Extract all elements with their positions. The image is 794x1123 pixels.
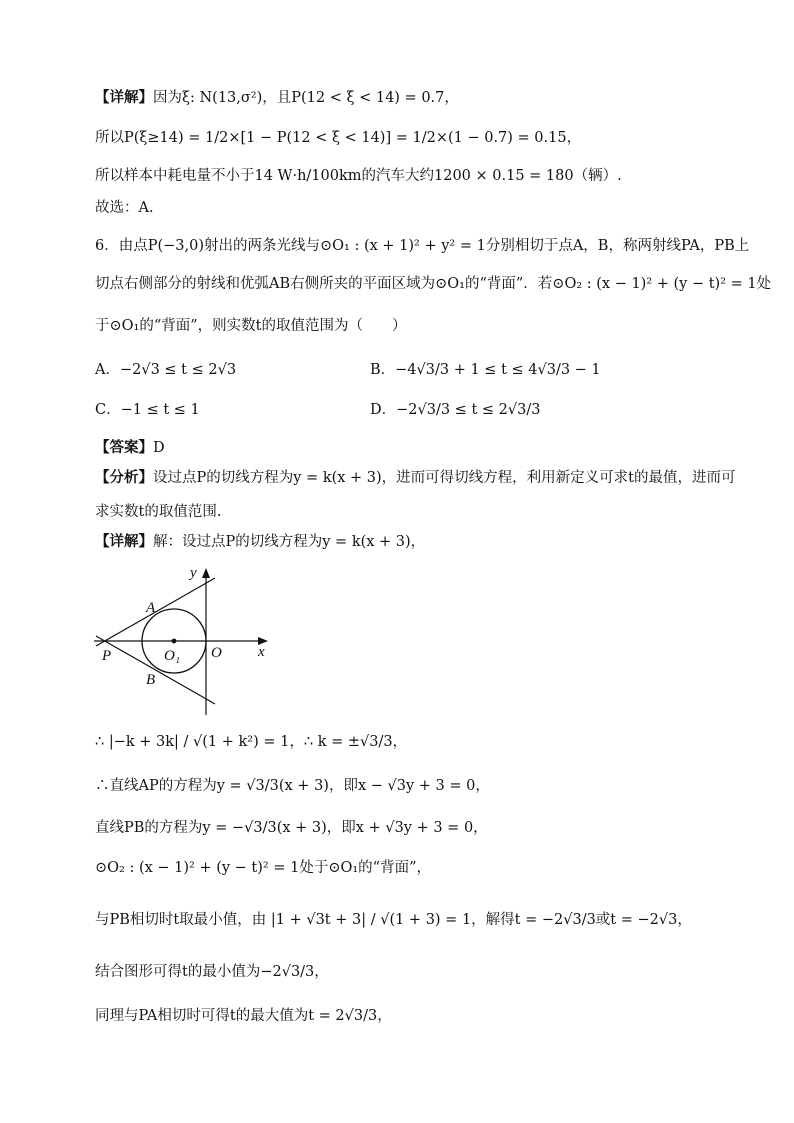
analysis-line-2: 求实数t的取值范围.: [95, 504, 222, 520]
solution-step-3: 直线PB的方程为y = −√3/3(x + 3)，即x + √3y + 3 = 0，: [95, 820, 488, 836]
solution-tag: 【详解】: [95, 533, 153, 550]
solution-step-1: ∴ |−k + 3k| / √(1 + k²) = 1，∴ k = ±√3/3，: [95, 734, 408, 750]
analysis-tag: 【分析】: [95, 469, 153, 486]
label-x: x: [258, 644, 265, 660]
tangent-line-pa: [96, 578, 215, 646]
detail-line-1: [95, 88, 714, 108]
tangent-circle-figure: [90, 560, 275, 720]
option-d: D．−2√3/3 ≤ t ≤ 2√3/3: [370, 402, 541, 418]
answer-line: [95, 438, 714, 458]
analysis-line-1: [95, 468, 736, 488]
y-axis-arrow: [202, 568, 210, 578]
analysis-text-1: 设过点P的切线方程为y = k(x + 3)，进而可得切线方程，利用新定义可求t的最值，进而可: [153, 470, 736, 486]
solution-line-1: [95, 532, 714, 552]
solution-text-1: 解：设过点P的切线方程为y = k(x + 3)，: [153, 534, 426, 550]
answer-value: D: [153, 440, 165, 456]
solution-step-2: ∴直线AP的方程为y = √3/3(x + 3)，即x − √3y + 3 = 0，: [95, 778, 490, 794]
solution-step-4: ⊙O₂ : (x − 1)² + (y − t)² = 1处于⊙O₁的“背面”，: [95, 860, 431, 876]
solution-step-5: 与PB相切时t取最小值，由 |1 + √3t + 3| / √(1 + 3) = 1，解得t = −2√3/3或t = −2√3，: [95, 912, 692, 928]
option-b: B．−4√3/3 + 1 ≤ t ≤ 4√3/3 − 1: [370, 362, 601, 378]
option-a: A．−2√3 ≤ t ≤ 2√3: [95, 362, 237, 378]
label-o: O: [211, 645, 222, 661]
tangent-line-pb: [96, 636, 215, 704]
question-6-line-2: 切点右侧部分的射线和优弧AB右侧所夹的平面区域为⊙O₁的“背面”．若⊙O₂ : (x − 1)² + (y − t)² = 1处: [95, 276, 772, 292]
choice-line: 故选：A.: [95, 200, 154, 216]
solution-step-7: 同理与PA相切时可得t的最大值为t = 2√3/3，: [95, 1008, 392, 1024]
label-y: y: [190, 565, 197, 581]
label-b: B: [146, 672, 156, 688]
label-p: P: [102, 648, 112, 664]
detail-line-2: 所以P(ξ≥14) = 1/2×[1 − P(12 < ξ < 14)] = 1/2×(1 − 0.7) = 0.15，: [95, 130, 582, 146]
label-o1: O₁: [164, 648, 181, 664]
label-a: A: [146, 600, 156, 616]
option-c: C．−1 ≤ t ≤ 1: [95, 402, 200, 418]
center-o1-dot: [172, 639, 177, 644]
question-6-line-1: 6．由点P(−3,0)射出的两条光线与⊙O₁ : (x + 1)² + y² = 1分别相切于点A，B，称两射线PA，PB上: [95, 238, 750, 254]
answer-tag: 【答案】: [95, 439, 153, 456]
question-6-line-3: 于⊙O₁的“背面”，则实数t的取值范围为（ ）: [95, 318, 407, 334]
detail-tag: 【详解】: [95, 89, 153, 106]
solution-step-6: 结合图形可得t的最小值为−2√3/3，: [95, 964, 329, 980]
detail-text-1: 因为ξ: N(13,σ²)，且P(12 < ξ < 14) = 0.7，: [153, 90, 459, 106]
detail-line-3: 所以样本中耗电量不小于14 W·h/100km的汽车大约1200 × 0.15 = 180（辆）.: [95, 168, 622, 184]
